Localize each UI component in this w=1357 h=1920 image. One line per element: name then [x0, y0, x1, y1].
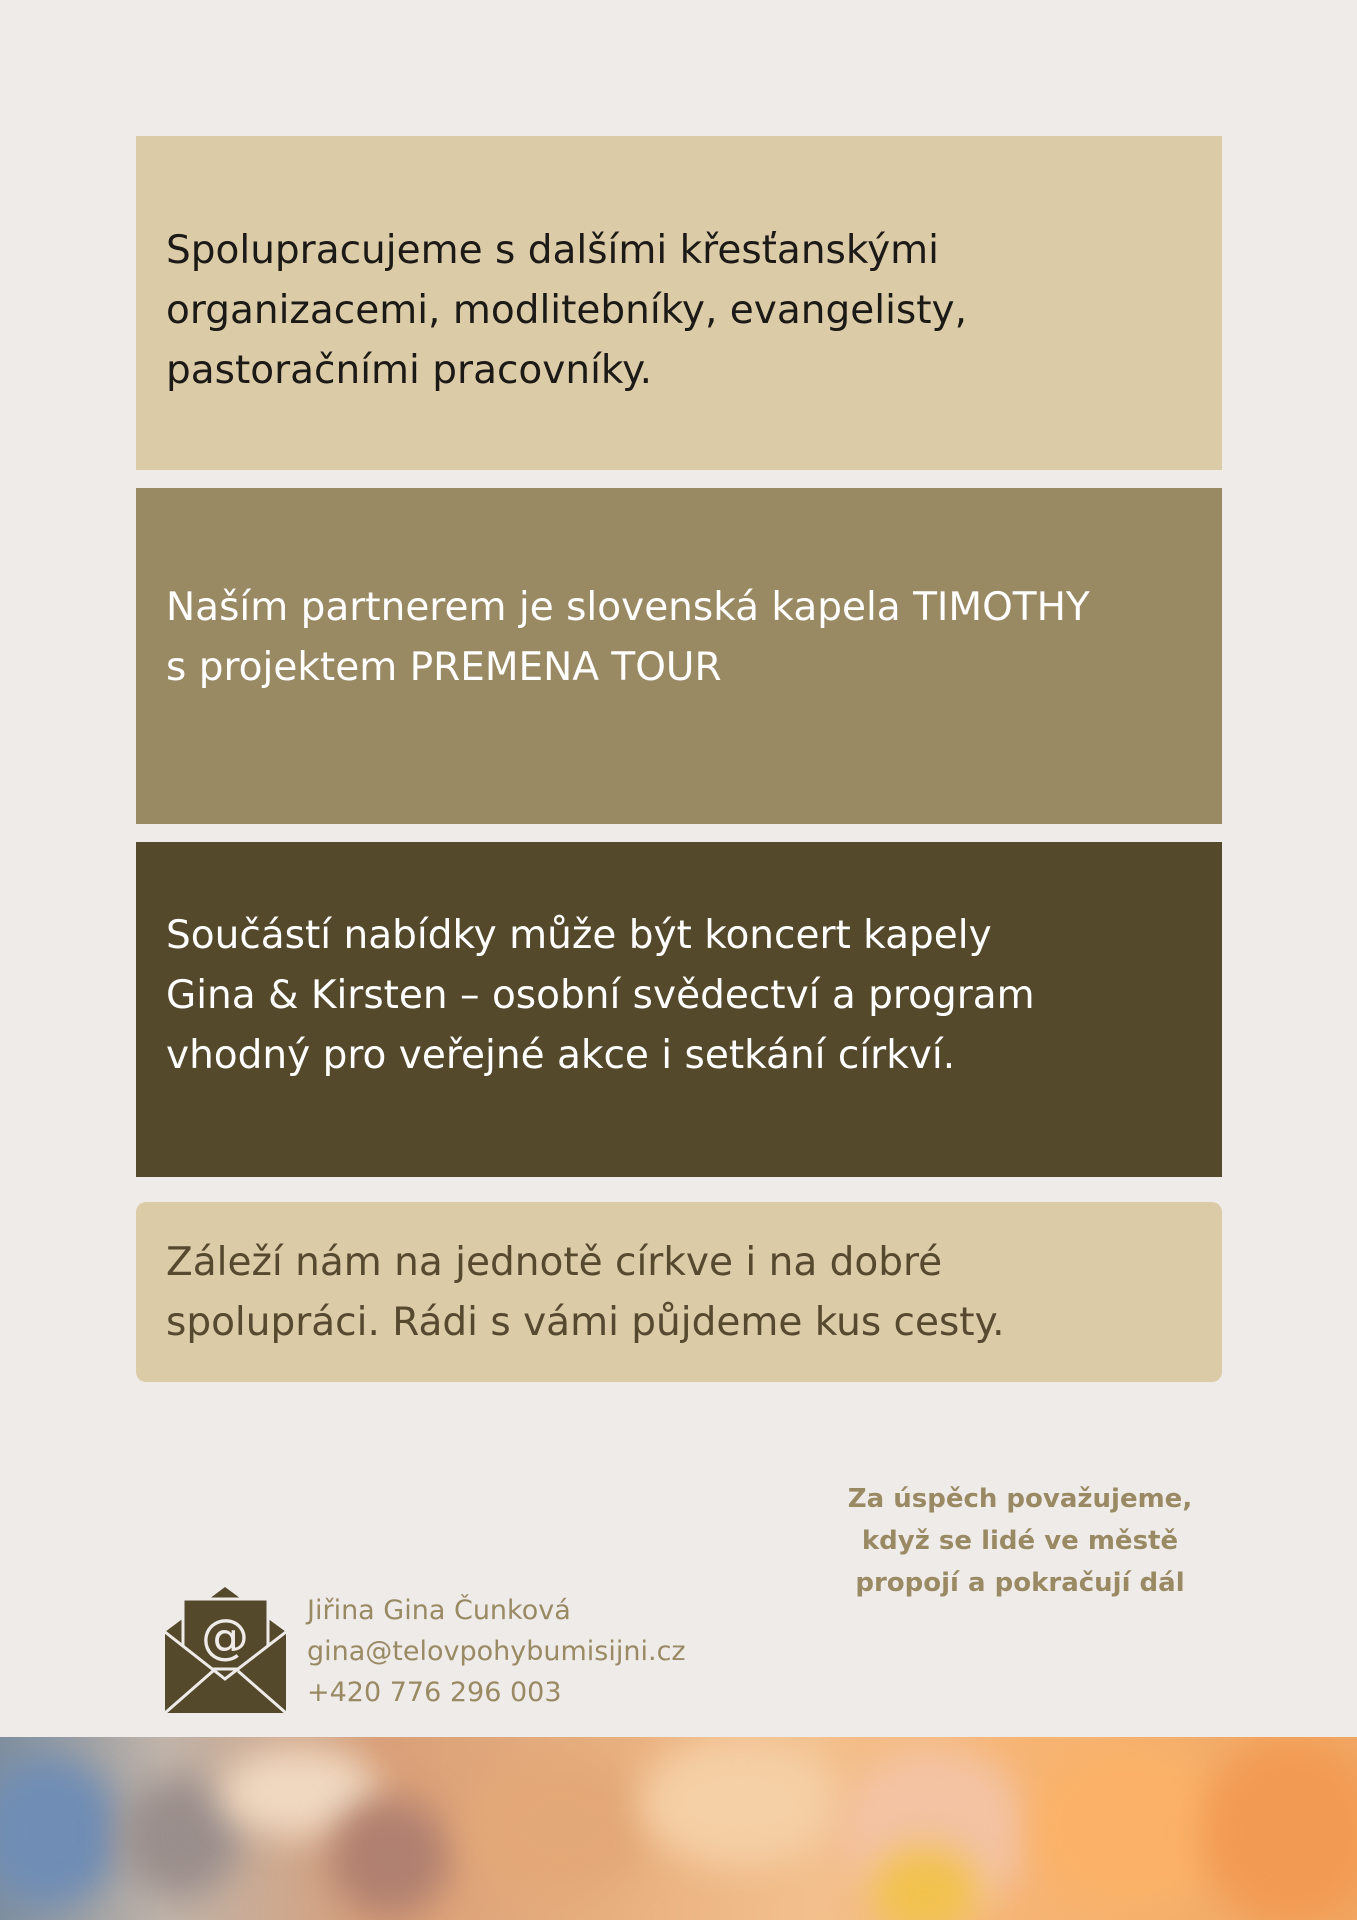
- contact-phone[interactable]: +420 776 296 003: [307, 1677, 562, 1708]
- card-line: Záleží nám na jednotě církve i na dobré: [166, 1240, 943, 1285]
- contact-email[interactable]: gina@telovpohybumisijni.cz: [307, 1636, 686, 1667]
- contact-info: [307, 1590, 686, 1713]
- card-line: organizacemi, modlitebníky, evangelisty,: [166, 288, 967, 333]
- card-line: Gina & Kirsten – osobní svědectví a program: [166, 973, 1035, 1018]
- envelope-at-icon: [165, 1587, 286, 1713]
- card-cooperation-text: [166, 221, 1327, 401]
- card-partner-text: [166, 578, 1327, 698]
- card-line: Součástí nabídky může být koncert kapely: [166, 913, 992, 958]
- card-line: s projektem PREMENA TOUR: [166, 645, 722, 690]
- footer-photo: [0, 1737, 1357, 1920]
- card-line: Spolupracujeme s dalšími křesťanskými: [166, 228, 939, 273]
- card-line: spolupráci. Rádi s vámi půjdeme kus cesty.: [166, 1300, 1005, 1345]
- card-line: vhodný pro veřejné akce i setkání církví.: [166, 1033, 956, 1078]
- contact-name: Jiřina Gina Čunková: [307, 1595, 571, 1626]
- card-line: Naším partnerem je slovenská kapela TIMOTHY: [166, 585, 1090, 630]
- card-concert-text: [166, 906, 1327, 1086]
- slogan: [820, 1478, 1220, 1604]
- svg-text:@: @: [201, 1609, 249, 1665]
- card-line: pastoračními pracovníky.: [166, 348, 653, 393]
- slogan-line: když se lidé ve městě: [861, 1526, 1179, 1556]
- card-unity-text: [166, 1233, 1327, 1353]
- slogan-line: propojí a pokračují dál: [855, 1568, 1185, 1598]
- slogan-line: Za úspěch považujeme,: [847, 1484, 1193, 1514]
